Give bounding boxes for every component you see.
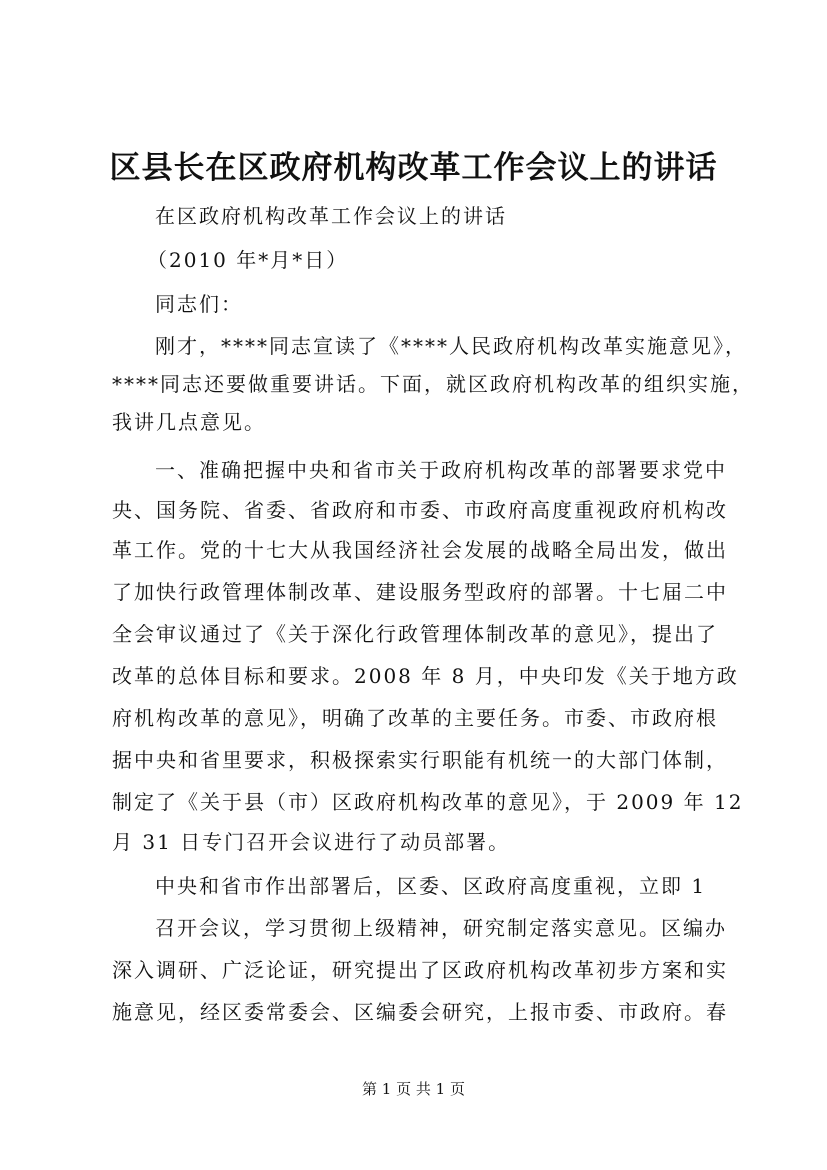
body-line: 据中央和省里要求，积极探索实行职能有机统一的大部门体制， — [112, 748, 728, 772]
body-line: 央、国务院、省委、省政府和市委、市政府高度重视政府机构改 — [112, 498, 728, 522]
date-line: （2010 年*月*日） — [147, 248, 349, 272]
page-footer: 第 1 页 共 1 页 — [362, 1080, 465, 1098]
body-line: 月 31 日专门召开会议进行了动员部署。 — [112, 830, 511, 854]
body-line: 了加快行政管理体制改革、建设服务型政府的部署。十七届二中 — [112, 580, 728, 604]
body-line: 革工作。党的十七大从我国经济社会发展的战略全局出发，做出 — [112, 538, 728, 562]
body-line: 府机构改革的意见》，明确了改革的主要任务。市委、市政府根 — [112, 706, 718, 730]
body-line: 深入调研、广泛论证，研究提出了区政府机构改革初步方案和实 — [112, 958, 728, 982]
body-line: 制定了《关于县（市）区政府机构改革的意见》，于 2009 年 12 — [112, 790, 744, 814]
subtitle-line: 在区政府机构改革工作会议上的讲话 — [155, 204, 507, 228]
body-line: 我讲几点意见。 — [112, 410, 266, 434]
body-line: 改革的总体目标和要求。2008 年 8 月，中央印发《关于地方政 — [112, 664, 739, 688]
body-line: ****同志还要做重要讲话。下面，就区政府机构改革的组织实施， — [112, 372, 754, 396]
salutation-line: 同志们： — [155, 292, 243, 316]
body-line: 全会审议通过了《关于深化行政管理体制改革的意见》，提出了 — [112, 622, 718, 646]
body-line: 召开会议，学习贯彻上级精神，研究制定落实意见。区编办 — [155, 916, 727, 940]
document-title: 区县长在区政府机构改革工作会议上的讲话 — [109, 150, 718, 186]
body-line: 中央和省市作出部署后，区委、区政府高度重视，立即 1 — [155, 874, 707, 898]
body-line: 一、准确把握中央和省市关于政府机构改革的部署要求党中 — [155, 458, 727, 482]
body-line: 刚才，****同志宣读了《****人民政府机构改革实施意见》， — [155, 334, 747, 358]
body-line: 施意见，经区委常委会、区编委会研究，上报市委、市政府。春 — [112, 1000, 728, 1024]
